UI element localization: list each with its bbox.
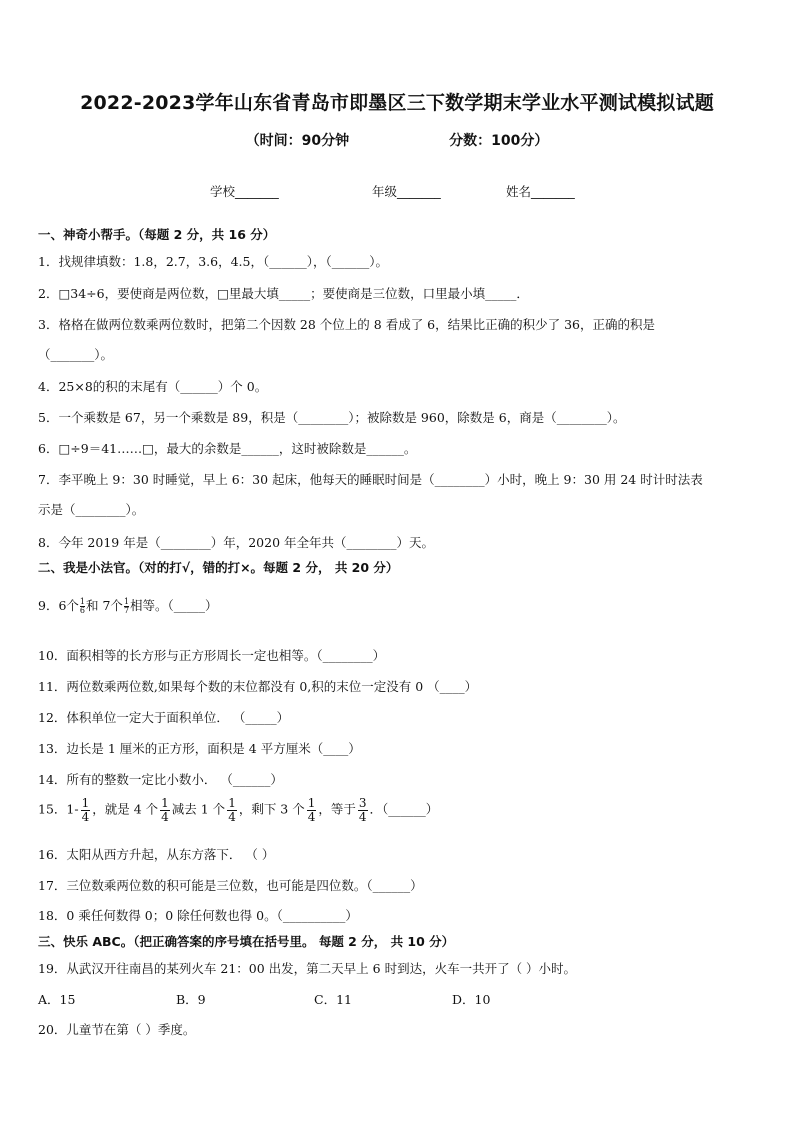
fraction-numerator: 1	[123, 597, 130, 606]
question-14: 14．所有的整数一定比小数小． （______）	[38, 772, 283, 787]
fraction-denominator: 4	[81, 809, 90, 824]
question-6: 6．□÷9＝41……□，最大的余数是______，这时被除数是______。	[38, 441, 417, 456]
exam-title: 2022-2023学年山东省青岛市即墨区三下数学期末学业水平测试模拟试题	[80, 92, 714, 114]
fraction-denominator: 4	[161, 809, 169, 824]
fraction-numerator: 1	[228, 796, 236, 810]
question-4: 4．25×8的积的末尾有（______）个 0。	[38, 379, 268, 394]
fraction-numerator: 1	[161, 796, 169, 810]
exam-subtitle	[0, 130, 794, 150]
fraction-one-seventh	[124, 598, 129, 615]
question-9-text-a: 9．6个	[38, 598, 79, 613]
fraction	[358, 797, 368, 823]
fraction-numerator: 1	[307, 796, 316, 810]
total-score: 分数：100分）	[449, 133, 549, 149]
time-limit: （时间：90分钟	[245, 133, 350, 149]
school-field: 学校_______	[210, 184, 279, 199]
question-8: 8．今年 2019 年是（________）年，2020 年全年共（________）天。	[38, 535, 434, 550]
question-16: 16．太阳从西方升起，从东方落下． （ ）	[38, 847, 275, 862]
fraction-numerator: 3	[358, 796, 367, 810]
question-7-line-1: 7．李平晚上 9：30 时睡觉，早上 6：30 起床，他每天的睡眠时间是（________）小时，晚上 9：30 用 24 时计时法表	[38, 472, 703, 487]
fraction	[227, 797, 237, 823]
grade-field: 年级_______	[372, 184, 441, 199]
question-15-text: ，就是 4 个	[92, 801, 159, 817]
question-20: 20．儿童节在第（ ）季度。	[38, 1022, 196, 1037]
option-c: C．11	[314, 992, 352, 1007]
fraction-denominator: 4	[228, 809, 236, 824]
question-19: 19．从武汉开往南昌的某列火车 21：00 出发，第二天早上 6 时到达，火车一共开了（ ）小时。	[38, 961, 577, 976]
fraction-numerator: 1	[81, 796, 90, 810]
question-15-text: 15．1-	[38, 801, 79, 817]
question-3-line-1: 3．格格在做两位数乘两位数时，把第二个因数 28 个位上的 8 看成了 6，结果比正确的积少了 36，正确的积是	[38, 317, 656, 332]
question-3-line-2: （_______）。	[38, 347, 114, 362]
fraction-denominator: 4	[358, 809, 367, 824]
fraction-denominator: 4	[307, 809, 316, 824]
question-2: 2．□34÷6，要使商是两位数，□里最大填_____；要使商是三位数，口里最小填_____．	[38, 286, 529, 301]
question-15-text: ，剩下 3 个	[238, 801, 305, 817]
name-field: 姓名_______	[506, 184, 575, 199]
option-b: B．9	[176, 992, 206, 1007]
section-1-heading: 一、神奇小帮手。（每题 2 分，共 16 分）	[38, 227, 276, 242]
question-15-text: 减去 1 个	[171, 801, 226, 817]
fraction-one-sixth	[80, 598, 85, 615]
question-15-text: ．（______）	[369, 801, 439, 817]
question-5: 5．一个乘数是 67，另一个乘数是 89，积是（________）；被除数是 960，除数是 6，商是（________）。	[38, 410, 626, 425]
fraction	[307, 797, 317, 823]
question-15	[38, 797, 438, 823]
question-9	[38, 596, 218, 615]
section-2-heading: 二、我是小法官。（对的打√，错的打×。每题 2 分， 共 20 分）	[38, 560, 399, 575]
question-13: 13．边长是 1 厘米的正方形，面积是 4 平方厘米（____）	[38, 741, 361, 756]
question-7-line-2: 示是（________）。	[38, 502, 145, 517]
option-a: A．15	[38, 992, 76, 1007]
question-15-text: ，等于	[318, 801, 356, 817]
question-9-text-c: 相等。（_____）	[130, 598, 218, 613]
question-11: 11．两位数乘两位数,如果每个数的末位都没有 0,积的末位一定没有 0 （____）	[38, 679, 478, 694]
question-1: 1．找规律填数：1.8，2.7，3.6，4.5，（______），（______）。	[38, 254, 388, 269]
fraction	[81, 797, 91, 823]
question-10: 10．面积相等的长方形与正方形周长一定也相等。（________）	[38, 648, 386, 663]
fraction-denominator: 6	[79, 606, 85, 615]
question-9-text-b: 和 7个	[86, 598, 123, 613]
fraction-denominator: 7	[123, 606, 130, 615]
option-d: D．10	[452, 992, 491, 1007]
question-18: 18．0 乘任何数得 0；0 除任何数也得 0。（__________）	[38, 908, 358, 923]
section-3-heading: 三、快乐 ABC。（把正确答案的序号填在括号里。 每题 2 分， 共 10 分）	[38, 934, 455, 949]
question-12: 12．体积单位一定大于面积单位． （_____）	[38, 710, 290, 725]
question-17: 17．三位数乘两位数的积可能是三位数，也可能是四位数。（______）	[38, 878, 423, 893]
fraction	[160, 797, 170, 823]
fraction-numerator: 1	[79, 597, 85, 606]
